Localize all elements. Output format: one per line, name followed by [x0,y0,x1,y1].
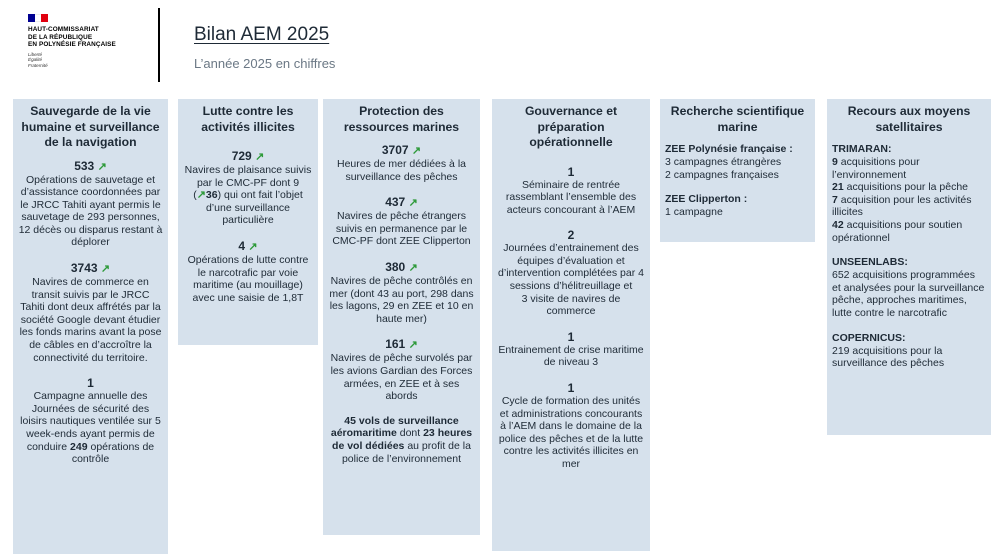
stat-number: 161 ↗ [385,337,418,352]
stat-text: 3 visite de navires de commerce [521,292,621,318]
stat-text: Opérations de sauvetage et d’assistance coordonnées par le JRCC Tahiti ayant permis le sauvetage de 293 personnes, [20,173,161,224]
republic-logo [28,14,153,68]
stat-number: 380 ↗ [385,259,418,274]
page-title: Bilan AEM 2025 [194,24,330,45]
panel-activites-illicites [178,99,318,345]
stat-text: Séminaire de rentrée rassemblant l’ensemble des acteurs concourant à l’AEM [505,178,637,216]
trend-up-icon: ↗ [248,240,258,253]
panel-title: Gouvernance et préparation opérationnelle [524,104,618,149]
stat-number: 1 [567,164,575,179]
header-divider [158,8,160,82]
stat-number: 3707 ↗ [381,143,422,157]
stat-number: 3743 ↗ [70,261,111,276]
zee-label: ZEE Polynésie française : [665,143,793,155]
acq-item: 652 acquisitions programmées et analysées pour la surveillance pêche, approches maritimes, lutte contre le narcotrafic [832,269,985,319]
trend-up-icon: ↗ [411,145,422,157]
stat-text: Entrainement de crise maritime de niveau 3 [498,343,644,369]
trend-up-icon: ↗ [408,197,418,210]
zee-item: 2 campagnes françaises [665,168,779,181]
trend-up-icon: ↗ [100,263,111,276]
stat-text: Heures de mer dédiées à la surveillance des pêches [337,158,466,183]
source-label: COPERNICUS: [832,331,906,344]
acq-item: 219 acquisitions pour la surveillance des pêches [832,344,945,370]
trend-up-icon: ↗ [196,189,206,202]
panel-title: Sauvegarde de la vie humaine et surveillance de la navigation [21,104,160,149]
acq-item: 7 acquisition pour les activités illicites [832,193,972,219]
panel-title: Recherche scientifique marine [670,104,805,134]
panel-sauvegarde [13,99,168,554]
page-subtitle: L’année 2025 en chiffres [194,56,336,71]
stat-number: 1 [567,329,575,344]
acq-item: 42 acquisitions pour soutien opérationnel [832,218,963,244]
panel-gouvernance [492,99,650,551]
stat-number: 1 [87,376,94,391]
stat-text: Navires de pêche survolés par les avions Gardian des Forces armées, en ZEE et à ses abords [330,352,473,403]
stat-text: Opérations de lutte contre le narcotrafic par voie maritime (au mouillage) avec une saisie de 1,8T [187,253,309,304]
panel-recherche [660,99,815,242]
trend-up-icon: ↗ [408,339,418,352]
panel-satellitaires [827,99,991,435]
trend-up-icon: ↗ [97,160,107,173]
stat-text: Navires de pêche étrangers suivis en permanence par le CMC-PF dont ZEE Clipperton [332,210,471,248]
stat-text: Navires de plaisance suivis par le CMC-PF dont 9 (↗36) qui ont fait l’objet d’une surveillance particulière [184,164,312,227]
stat-text: Journées d’entrainement des équipes d’évaluation et d’intervention complétées par 4 sessions d’hélitreuillage et [498,242,644,293]
panel-title: Protection des ressources marines [343,104,460,134]
org-name: HAUT-COMMISSARIAT DE LA RÉPUBLIQUE EN POLYNÉSIE FRANÇAISE [28,26,116,49]
stat-number: 533 ↗ [74,158,107,173]
stat-number: 437 ↗ [385,195,418,210]
source-label: UNSEENLABS: [832,256,908,269]
trend-up-icon: ↗ [408,261,418,274]
panel-title: Recours aux moyens satellitaires [847,104,971,134]
acq-item: 21 acquisitions pour la pêche [832,181,969,194]
stat-text: Navires de commerce en transit suivis par le JRCC Tahiti dont deux affrétés par la société Google devant étudier les fonds marins avant la pose de câbles en d’accroître la connectivité du territoire. [19,276,162,364]
stat-text: Campagne annuelle des Journées de sécurité des loisirs nautiques ventilée sur 5 week-ends ayant permis de conduire 249 opérations de contrôle [20,390,161,466]
zee-item: 1 campagne [665,206,723,219]
acq-item: 9 acquisitions pour l’environnement [832,156,920,181]
stat-text: 12 décès ou disparus restant à déplorer [18,223,163,249]
stat-number: 4 ↗ [238,238,258,253]
motto: Liberté Égalité Fraternité [28,51,48,68]
zee-label: ZEE Clipperton : [665,193,748,206]
stat-number: 729 ↗ [231,149,265,163]
stat-text: Navires de pêche contrôlés en mer (dont 43 au port, 298 dans les lagons, 29 en ZEE et 10 en haute mer) [329,274,474,325]
stat-number: 2 [567,228,575,243]
panel-title: Lutte contre les activités illicites [201,104,295,134]
zee-item: 3 campagnes étrangères [665,156,782,168]
panel-ressources-marines [323,99,480,535]
stat-number: 1 [567,381,575,396]
stat-text: 45 vols de surveillance aéromaritime dont 23 heures de vol dédiées au profit de la police de l’environnement [330,414,473,465]
source-label: TRIMARAN: [832,143,892,155]
stat-text: Cycle de formation des unités et administrations concourants à l’AEM dans le domaine de la police des pêches et de la lutte contre les activités illicites en mer [498,395,644,470]
trend-up-icon: ↗ [255,151,265,163]
french-flag-icon [28,14,48,22]
